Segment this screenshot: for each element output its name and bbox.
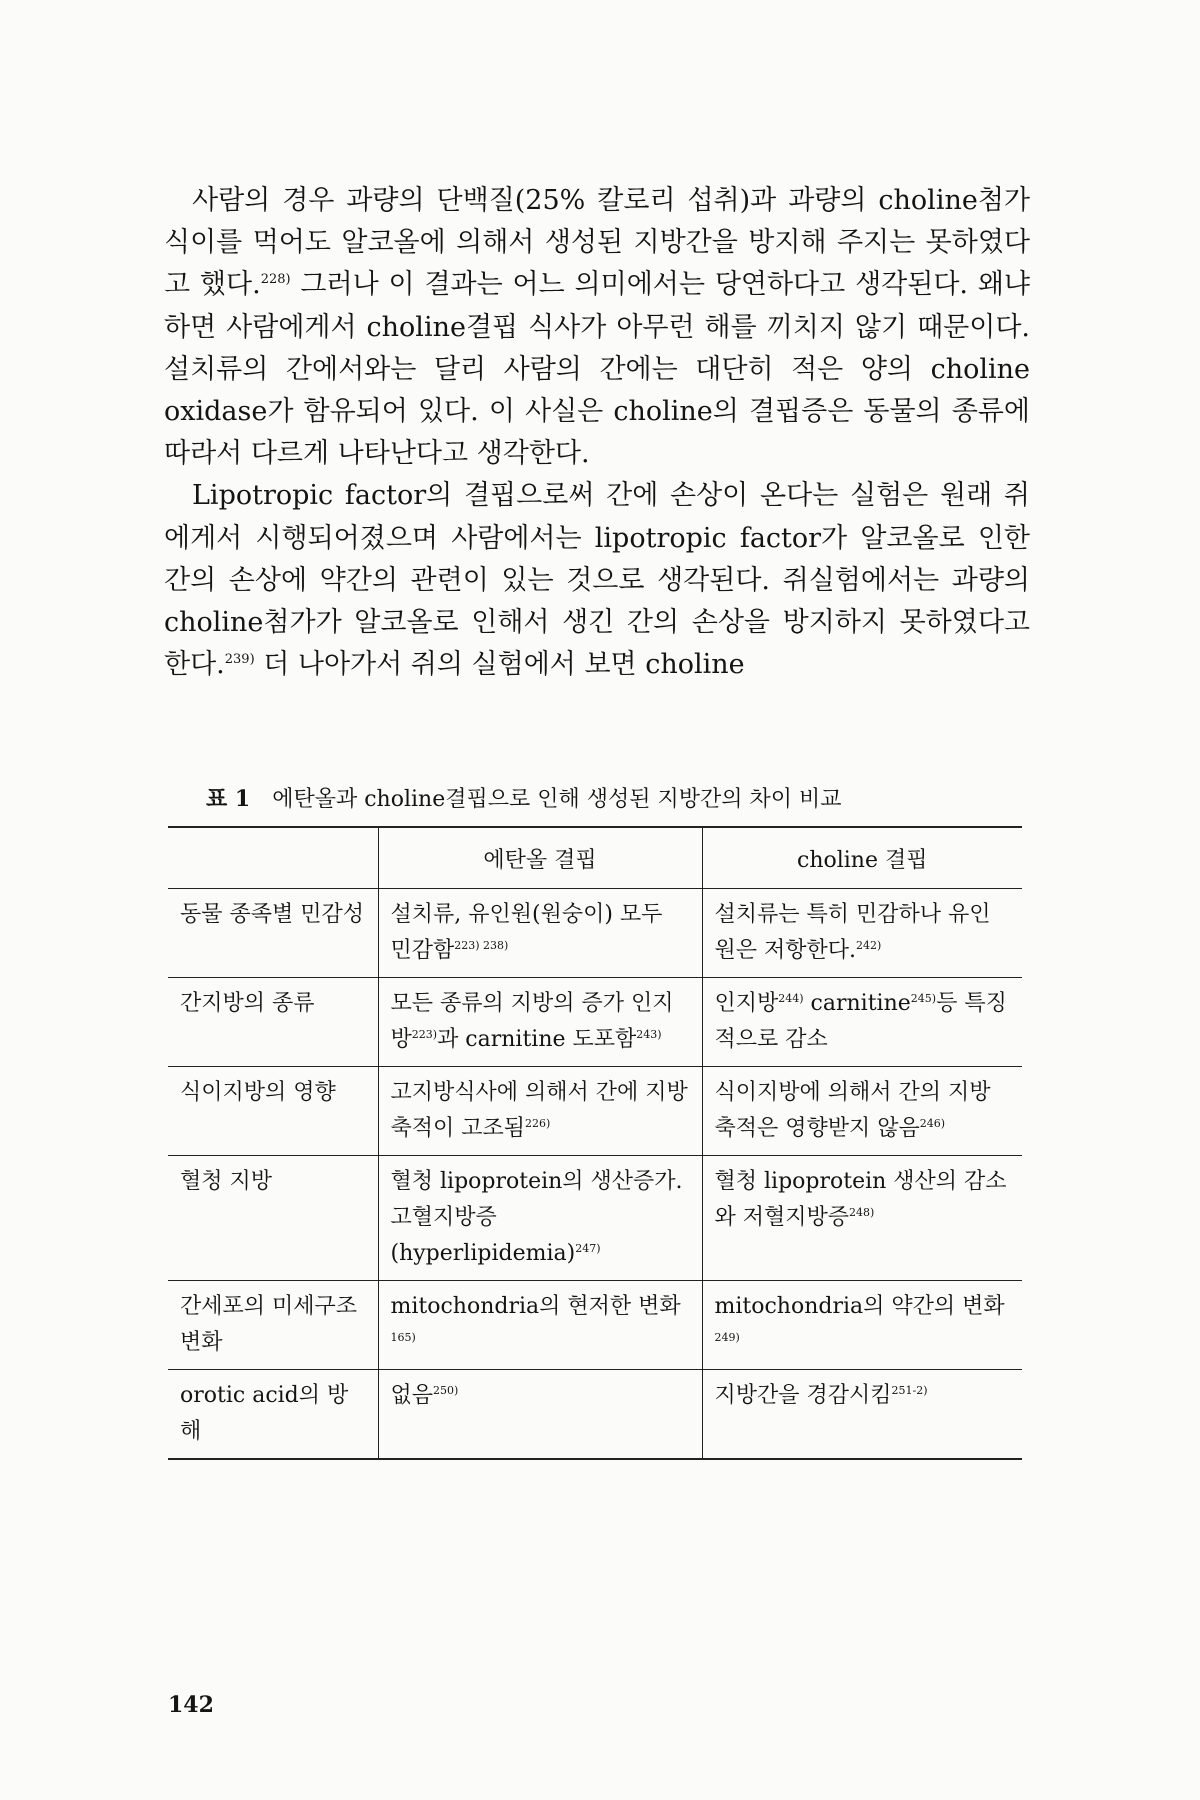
table-cell xyxy=(378,1281,702,1370)
reference-superscript: 239) xyxy=(224,652,255,668)
table-caption-number: 표 1 xyxy=(206,786,251,812)
body-text xyxy=(164,180,1030,686)
reference-superscript: 249) xyxy=(714,1331,740,1344)
table-header-row xyxy=(168,827,1022,889)
table-cell xyxy=(378,889,702,978)
text-run: carnitine xyxy=(803,991,911,1016)
text-run: 설치류는 특히 민감하나 유인원은 저항한다. xyxy=(714,902,991,963)
table-cell xyxy=(168,1370,378,1460)
text-run: 지방간을 경감시킴 xyxy=(714,1383,892,1408)
table-row xyxy=(168,1067,1022,1156)
reference-superscript: 247) xyxy=(575,1242,601,1255)
page-number: 142 xyxy=(168,1692,214,1718)
reference-superscript: 228) xyxy=(260,272,291,288)
text-run: 혈청 lipoprotein의 생산증가. 고혈지방증(hyperlipidemia) xyxy=(390,1169,683,1266)
reference-superscript: 223) 238) xyxy=(454,939,509,952)
table-cell xyxy=(168,978,378,1067)
text-run: 설치류, 유인원(원숭이) 모두 민감함 xyxy=(390,902,663,963)
reference-superscript: 251-2) xyxy=(891,1384,928,1397)
table-row xyxy=(168,1156,1022,1281)
text-run: 혈청 lipoprotein 생산의 감소와 저혈지방증 xyxy=(714,1169,1007,1230)
text-run: 간지방의 종류 xyxy=(180,991,315,1016)
paragraph xyxy=(164,180,1030,475)
table-row xyxy=(168,889,1022,978)
reference-superscript: 244) xyxy=(778,992,804,1005)
table-header-cell xyxy=(168,827,378,889)
text-run: Lipotropic factor의 결핍으로써 간에 손상이 온다는 실험은 원래 쥐에게서 시행되어졌으며 사람에서는 lipotropic factor가 알코올로 인한 간의 손상에 약간의 관련이 있는 것으로 생각된다. 쥐실험에서는 과량의 choline첨가가 알코올로 인해서 생긴 간의 손상을 방지하지 못하였다고 한다. xyxy=(164,480,1030,681)
table-cell xyxy=(378,1370,702,1460)
table-row xyxy=(168,1370,1022,1460)
text-run: orotic acid의 방해 xyxy=(180,1383,349,1444)
table-header-cell: 에탄올 결핍 xyxy=(378,827,702,889)
text-run: 등 특징적으로 감소 xyxy=(714,991,1007,1052)
table-cell xyxy=(378,978,702,1067)
text-run: 모든 종류의 지방의 증가 인지방 xyxy=(390,991,674,1052)
reference-superscript: 223) xyxy=(411,1028,438,1041)
text-run: 간세포의 미세구조 변화 xyxy=(180,1294,358,1355)
table-caption-text: 에탄올과 choline결핍으로 인해 생성된 지방간의 차이 비교 xyxy=(272,787,842,812)
reference-superscript: 242) xyxy=(856,939,882,952)
text-run: 없음 xyxy=(390,1383,434,1408)
reference-superscript: 243) xyxy=(636,1028,662,1041)
text-run: 식이지방의 영향 xyxy=(180,1080,336,1105)
text-run: 혈청 지방 xyxy=(180,1169,273,1194)
reference-superscript: 246) xyxy=(919,1117,946,1130)
text-run: 사람의 경우 과량의 단백질(25% 칼로리 섭취)과 과량의 choline첨가 식이를 먹어도 알코올에 의해서 생성된 지방간을 방지해 주지는 못하였다고 했다. xyxy=(164,185,1030,301)
reference-superscript: 226) xyxy=(525,1117,551,1130)
reference-superscript: 165) xyxy=(390,1331,416,1344)
text-run: 그러나 이 결과는 어느 의미에서는 당연하다고 생각된다. 왜냐하면 사람에게서 choline결핍 식사가 아무런 해를 끼치지 않기 때문이다. 설치류의 간에서와는 달리 사람의 간에는 대단히 적은 양의 choline oxidase가 함유되어 있다. 이 사실은 choline의 결핍증은 동물의 종류에 따라서 다르게 나타난다고 생각한다. xyxy=(164,269,1030,470)
text-run: 고지방식사에 의해서 간에 지방축적이 고조됨 xyxy=(390,1080,688,1141)
reference-superscript: 245) xyxy=(910,992,937,1005)
table-cell xyxy=(702,978,1022,1067)
table-cell xyxy=(702,1067,1022,1156)
table-cell xyxy=(168,1281,378,1370)
table-cell xyxy=(168,1156,378,1281)
table-header-cell: choline 결핍 xyxy=(702,827,1022,889)
table-cell xyxy=(702,1281,1022,1370)
table-caption xyxy=(206,782,1030,813)
text-run: 동물 종족별 민감성 xyxy=(180,902,365,927)
table-cell xyxy=(168,889,378,978)
table-cell xyxy=(702,1156,1022,1281)
text-run: 과 carnitine 도포함 xyxy=(437,1027,637,1052)
reference-superscript: 248) xyxy=(849,1206,875,1219)
text-run: mitochondria의 현저한 변화 xyxy=(390,1294,681,1319)
paragraph xyxy=(164,475,1030,686)
table-cell xyxy=(168,1067,378,1156)
text-run: 식이지방에 의해서 간의 지방축적은 영향받지 않음 xyxy=(714,1080,991,1141)
reference-superscript: 250) xyxy=(433,1384,459,1397)
text-run: 더 나아가서 쥐의 실험에서 보면 choline xyxy=(254,649,745,681)
table-row xyxy=(168,1281,1022,1370)
table-cell xyxy=(702,889,1022,978)
table-cell xyxy=(378,1067,702,1156)
table-row xyxy=(168,978,1022,1067)
comparison-table xyxy=(168,826,1022,1460)
table-cell xyxy=(702,1370,1022,1460)
text-run: 인지방 xyxy=(714,991,779,1016)
table-cell xyxy=(378,1156,702,1281)
text-run: mitochondria의 약간의 변화 xyxy=(714,1294,1005,1319)
